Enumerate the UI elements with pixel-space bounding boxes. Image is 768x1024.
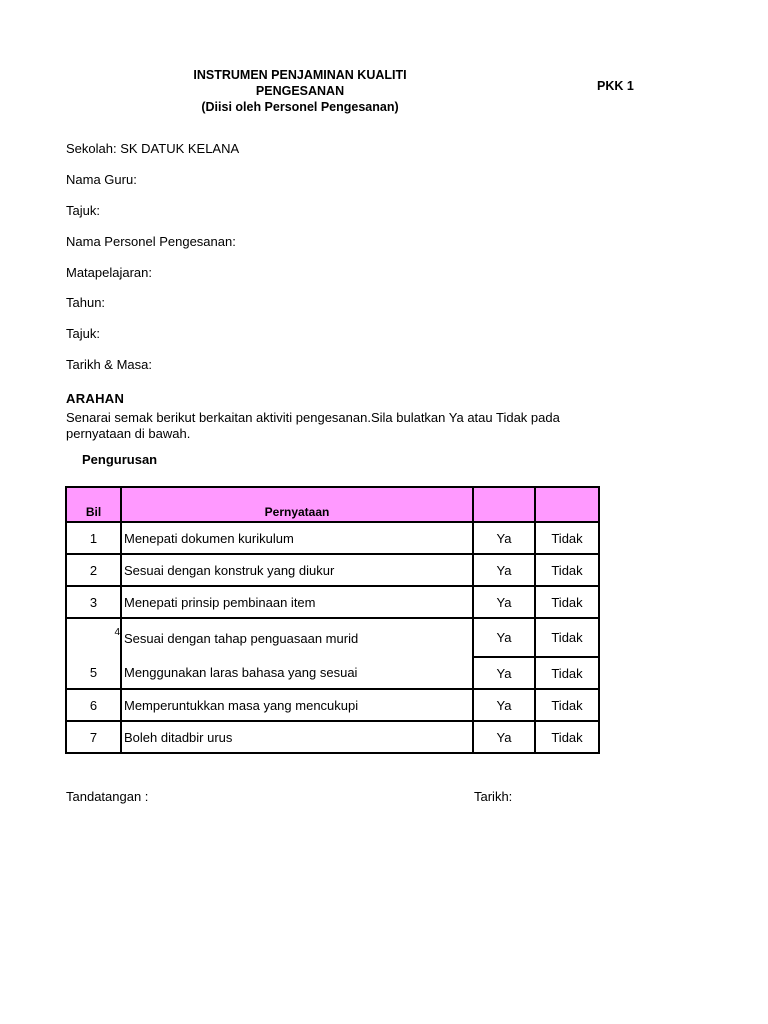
option-ya[interactable]: Ya bbox=[473, 721, 535, 753]
form-code: PKK 1 bbox=[597, 79, 634, 93]
header-bil: Bil bbox=[66, 487, 121, 522]
header-ya bbox=[473, 487, 535, 522]
title-line-1: INSTRUMEN PENJAMINAN KUALITI bbox=[193, 68, 407, 82]
option-ya[interactable]: Ya bbox=[473, 618, 535, 657]
field-tajuk: Tajuk: bbox=[66, 203, 100, 218]
header-pernyataan: Pernyataan bbox=[121, 487, 473, 522]
title-line-2: PENGESANAN bbox=[255, 84, 345, 98]
instructions-heading: ARAHAN bbox=[66, 391, 125, 406]
row-statement: Menepati prinsip pembinaan item bbox=[121, 586, 473, 618]
row-statement: Menggunakan laras bahasa yang sesuai bbox=[121, 657, 473, 689]
document-title bbox=[150, 67, 450, 115]
row-number: 2 bbox=[66, 554, 121, 586]
row-number: 1 bbox=[66, 522, 121, 554]
row-number: 3 bbox=[66, 586, 121, 618]
section-title: Pengurusan bbox=[82, 452, 158, 467]
row-number: 5 bbox=[66, 657, 121, 689]
table-row bbox=[66, 618, 599, 657]
option-ya[interactable]: Ya bbox=[473, 554, 535, 586]
table-header-row bbox=[66, 487, 599, 522]
field-tarikh-masa: Tarikh & Masa: bbox=[66, 357, 152, 372]
instructions-text: Senarai semak berikut berkaitan aktiviti pengesanan.Sila bulatkan Ya atau Tidak pada pernyataan di bawah. bbox=[66, 410, 560, 441]
field-tajuk-2: Tajuk: bbox=[66, 326, 100, 341]
date-label: Tarikh: bbox=[474, 789, 513, 804]
table-row bbox=[66, 657, 599, 689]
field-nama-personel: Nama Personel Pengesanan: bbox=[66, 234, 236, 249]
table-row bbox=[66, 586, 599, 618]
table-row bbox=[66, 522, 599, 554]
row-statement: Sesuai dengan tahap penguasaan murid bbox=[121, 618, 473, 657]
option-tidak[interactable]: Tidak bbox=[535, 618, 599, 657]
option-tidak[interactable]: Tidak bbox=[535, 522, 599, 554]
option-tidak[interactable]: Tidak bbox=[535, 689, 599, 721]
row-number: 6 bbox=[66, 689, 121, 721]
row-number: 4 bbox=[66, 618, 121, 657]
table-row bbox=[66, 721, 599, 753]
option-ya[interactable]: Ya bbox=[473, 522, 535, 554]
title-line-3: (Diisi oleh Personel Pengesanan) bbox=[201, 100, 399, 114]
table-row bbox=[66, 689, 599, 721]
option-tidak[interactable]: Tidak bbox=[535, 721, 599, 753]
option-ya[interactable]: Ya bbox=[473, 657, 535, 689]
header-tidak bbox=[535, 487, 599, 522]
field-sekolah: Sekolah: SK DATUK KELANA bbox=[66, 141, 240, 156]
option-ya[interactable]: Ya bbox=[473, 689, 535, 721]
option-tidak[interactable]: Tidak bbox=[535, 657, 599, 689]
field-tahun: Tahun: bbox=[66, 295, 106, 310]
row-statement: Sesuai dengan konstruk yang diukur bbox=[121, 554, 473, 586]
field-nama-guru: Nama Guru: bbox=[66, 172, 137, 187]
row-statement: Boleh ditadbir urus bbox=[121, 721, 473, 753]
field-matapelajaran: Matapelajaran: bbox=[66, 265, 152, 280]
table-row bbox=[66, 554, 599, 586]
option-tidak[interactable]: Tidak bbox=[535, 586, 599, 618]
signature-label: Tandatangan : bbox=[66, 789, 149, 804]
option-tidak[interactable]: Tidak bbox=[535, 554, 599, 586]
checklist-table bbox=[65, 486, 600, 754]
row-statement: Memperuntukkan masa yang mencukupi bbox=[121, 689, 473, 721]
option-ya[interactable]: Ya bbox=[473, 586, 535, 618]
row-statement: Menepati dokumen kurikulum bbox=[121, 522, 473, 554]
row-number: 7 bbox=[66, 721, 121, 753]
